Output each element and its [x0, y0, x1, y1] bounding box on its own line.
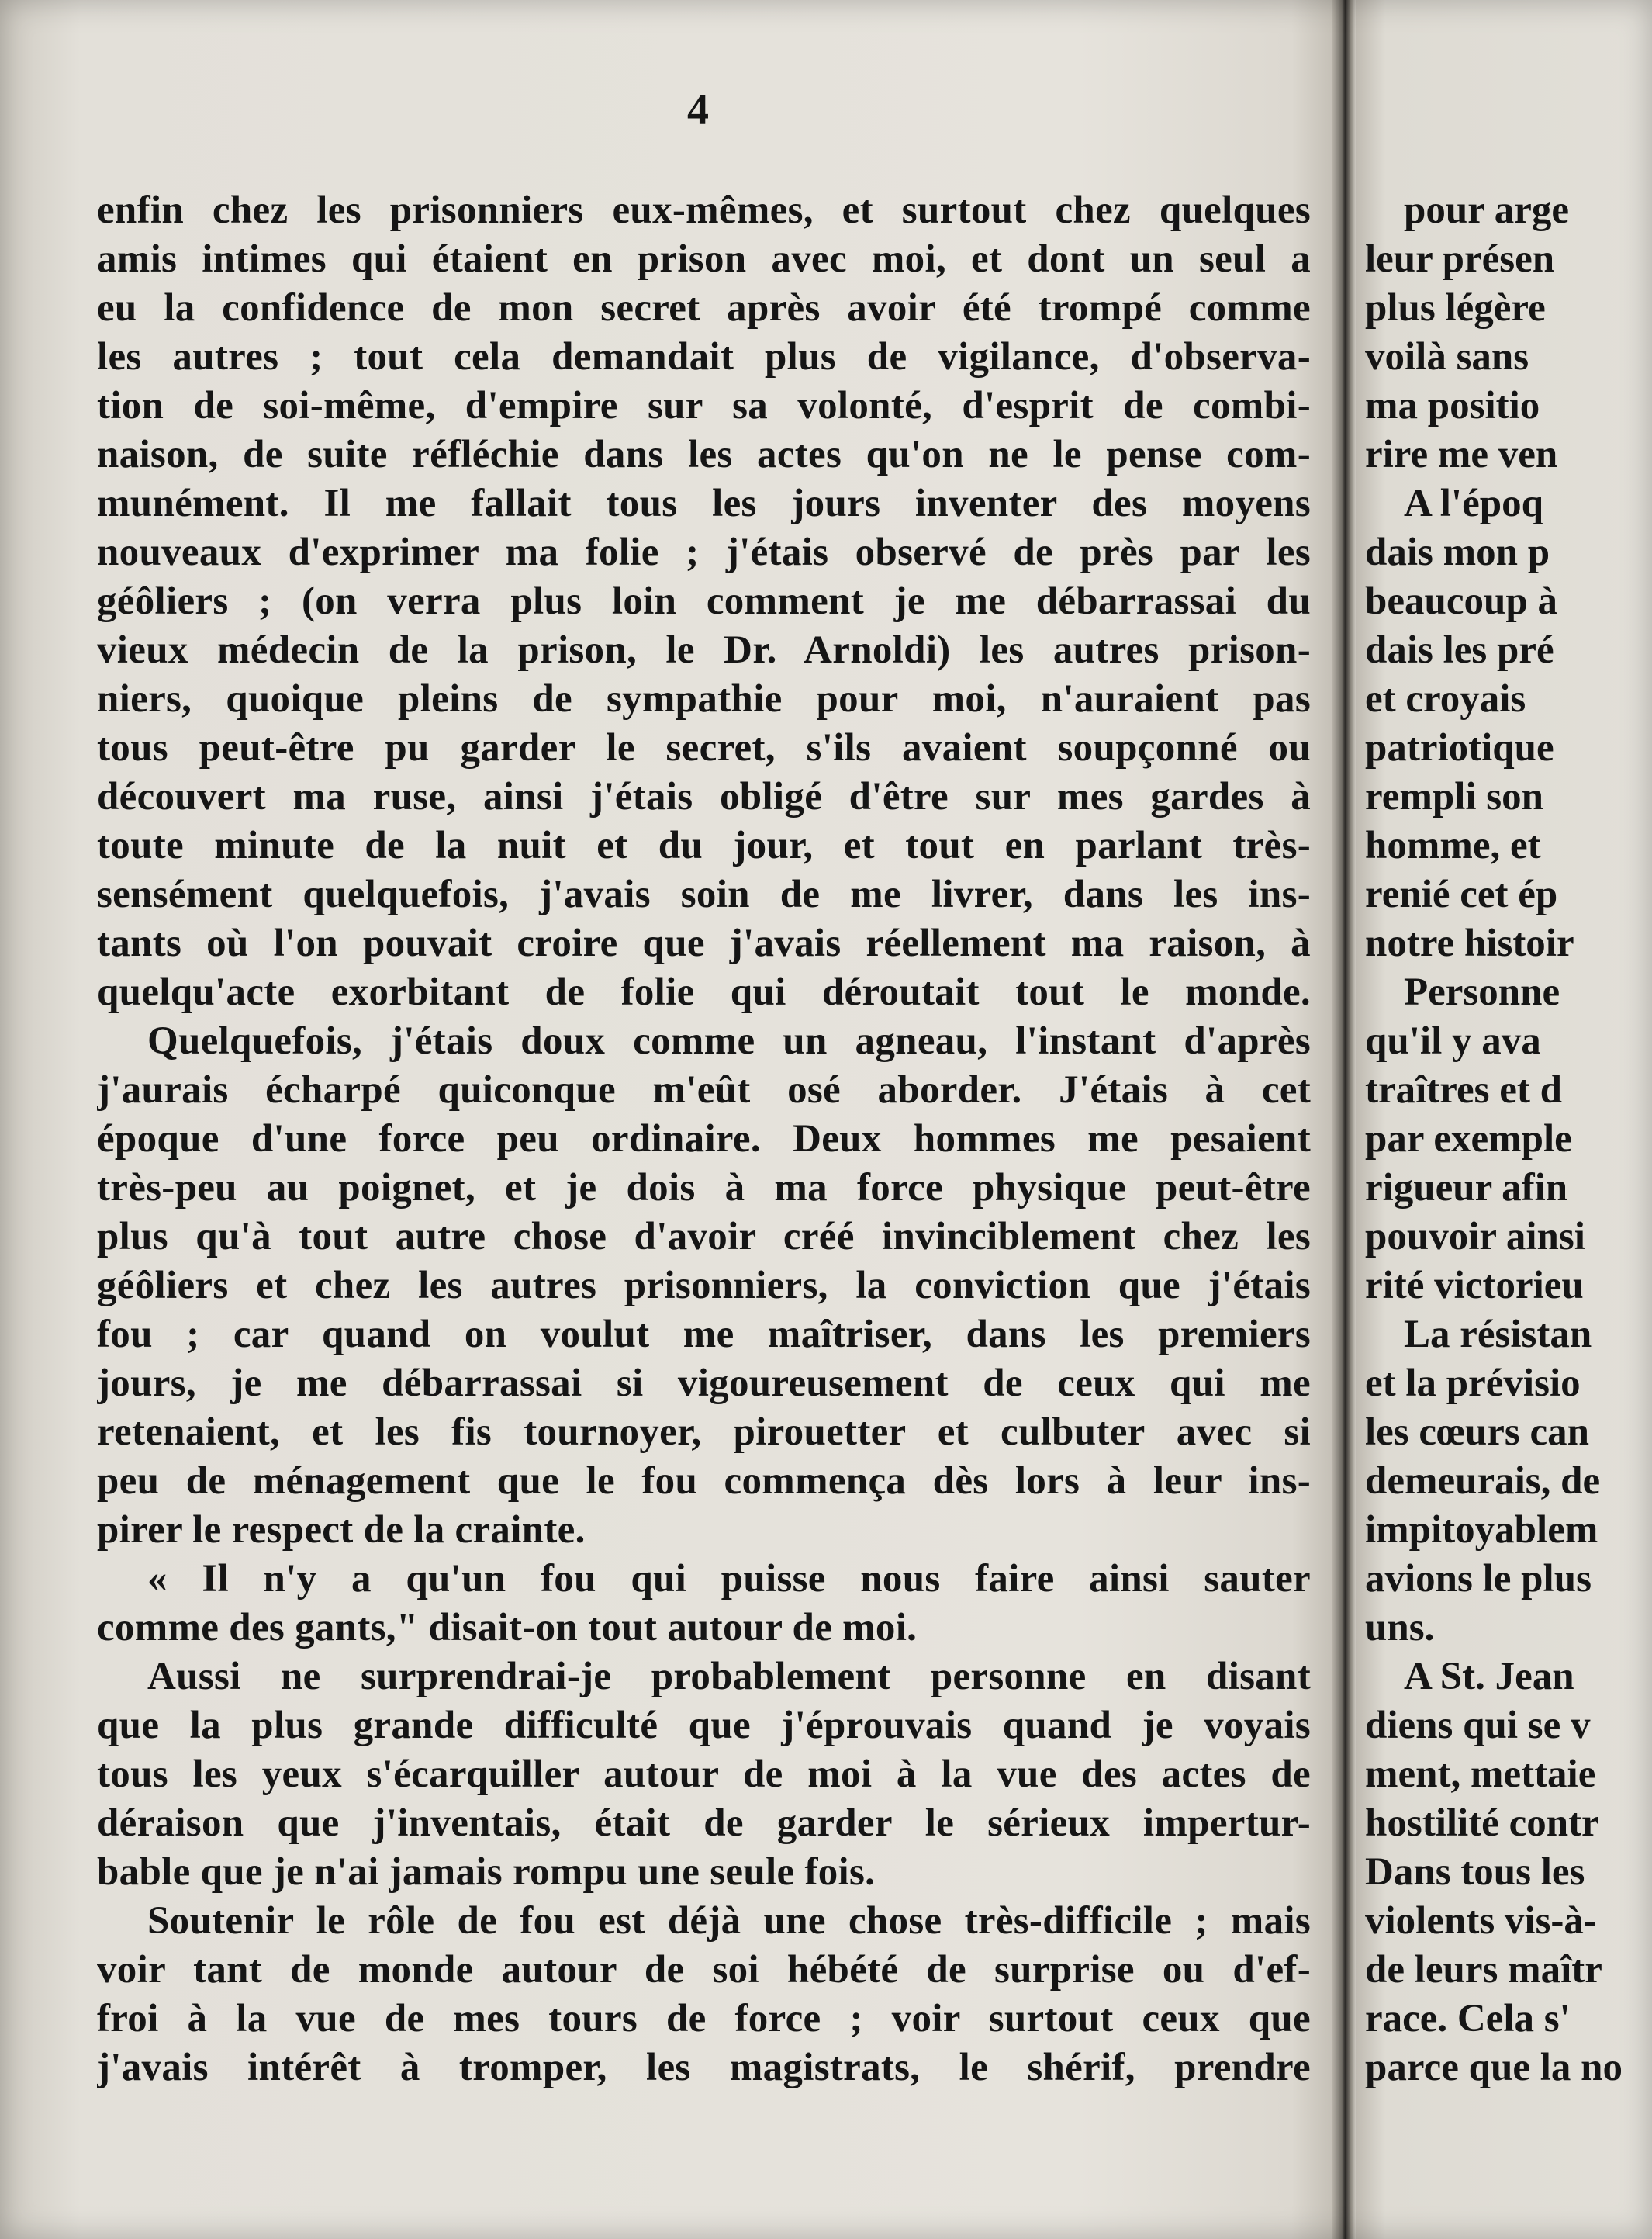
right-text-line: qu'il y ava	[1365, 1019, 1541, 1063]
left-text-line: géôliers ; (on verra plus loin comment je me débarrassai du	[97, 580, 1311, 623]
left-text-line: tous les yeux s'écarquiller autour de moi à la vue des actes de	[97, 1753, 1311, 1796]
left-text-line: sensément quelquefois, j'avais soin de me livrer, dans les ins-	[97, 873, 1311, 916]
left-text-line: munément. Il me fallait tous les jours inventer des moyens	[97, 482, 1311, 525]
right-text-line: Personne	[1404, 971, 1560, 1014]
right-text-line: pour arge	[1404, 189, 1569, 232]
left-text-line: tous peut-être pu garder le secret, s'ils avaient soupçonné ou	[97, 726, 1311, 770]
right-text-line: impitoyablem	[1365, 1508, 1598, 1552]
right-text-line: A l'époq	[1404, 482, 1543, 525]
left-text-line: très-peu au poignet, et je dois à ma force physique peut-être	[97, 1166, 1311, 1209]
right-page-text	[1365, 186, 1652, 2092]
right-text-line: patriotique	[1365, 726, 1554, 770]
page-number: 4	[687, 86, 709, 134]
left-text-line: amis intimes qui étaient en prison avec moi, et dont un seul a	[97, 237, 1311, 281]
left-text-line: comme des gants," disait-on tout autour de moi.	[97, 1606, 918, 1649]
left-page-text	[97, 186, 1311, 2092]
left-text-line: froi à la vue de mes tours de force ; voir surtout ceux que	[97, 1997, 1311, 2040]
left-text-line: Soutenir le rôle de fou est déjà une chose très-difficile ; mais	[147, 1899, 1311, 1943]
left-text-line: époque d'une force peu ordinaire. Deux hommes me pesaient	[97, 1117, 1311, 1161]
left-text-line: découvert ma ruse, ainsi j'étais obligé d'être sur mes gardes à	[97, 775, 1311, 818]
left-text-line: Aussi ne surprendrai-je probablement personne en disant	[147, 1655, 1311, 1698]
left-text-line: quelqu'acte exorbitant de folie qui déroutait tout le monde.	[97, 971, 1311, 1014]
right-text-line: beaucoup à	[1365, 580, 1557, 623]
left-text-line: tion de soi-même, d'empire sur sa volonté, d'esprit de combi-	[97, 384, 1311, 427]
right-text-line: ment, mettaie	[1365, 1753, 1596, 1796]
left-text-line: toute minute de la nuit et du jour, et tout en parlant très-	[97, 824, 1311, 867]
right-text-line: voilà sans	[1365, 335, 1529, 379]
left-text-line: retenaient, et les fis tournoyer, pirouetter et culbuter avec si	[97, 1410, 1311, 1454]
right-text-line: violents vis-à-	[1365, 1899, 1597, 1943]
left-text-line: vieux médecin de la prison, le Dr. Arnoldi) les autres prison-	[97, 628, 1311, 672]
left-text-line: tants où l'on pouvait croire que j'avais réellement ma raison, à	[97, 922, 1311, 965]
right-text-line: les cœurs can	[1365, 1410, 1589, 1454]
right-text-line: de leurs maîtr	[1365, 1948, 1602, 1992]
right-text-line: A St. Jean	[1404, 1655, 1574, 1698]
right-text-line: Dans tous les	[1365, 1850, 1585, 1894]
left-text-line: jours, je me débarrassai si vigoureusement de ceux qui me	[97, 1362, 1311, 1405]
left-text-line: voir tant de monde autour de soi hébété de surprise ou d'ef-	[97, 1948, 1311, 1992]
right-text-line: par exemple	[1365, 1117, 1572, 1161]
right-text-line: rité victorieu	[1365, 1264, 1584, 1307]
left-text-line: les autres ; tout cela demandait plus de vigilance, d'observa-	[97, 335, 1311, 379]
left-text-line: Quelquefois, j'étais doux comme un agneau, l'instant d'après	[147, 1019, 1311, 1063]
right-text-line: parce que la no	[1365, 2046, 1623, 2089]
left-text-line: plus qu'à tout autre chose d'avoir créé invinciblement chez les	[97, 1215, 1311, 1258]
left-text-line: pirer le respect de la crainte.	[97, 1508, 586, 1552]
right-text-line: rempli son	[1365, 775, 1543, 818]
right-text-line: demeurais, de	[1365, 1459, 1601, 1503]
right-text-line: homme, et	[1365, 824, 1541, 867]
left-text-line: j'aurais écharpé quiconque m'eût osé aborder. J'étais à cet	[97, 1068, 1311, 1112]
right-text-line: traîtres et d	[1365, 1068, 1562, 1112]
right-text-line: renié cet ép	[1365, 873, 1558, 916]
right-text-line: et croyais	[1365, 677, 1526, 721]
left-text-line: bable que je n'ai jamais rompu une seule fois.	[97, 1850, 876, 1894]
right-text-line: avions le plus	[1365, 1557, 1592, 1601]
right-text-line: rire me ven	[1365, 433, 1558, 476]
right-text-line: hostilité contr	[1365, 1801, 1599, 1845]
left-text-line: que la plus grande difficulté que j'éprouvais quand je voyais	[97, 1704, 1311, 1747]
right-text-line: dais les pré	[1365, 628, 1554, 672]
right-text-line: race. Cela s'	[1365, 1997, 1571, 2040]
right-text-line: pouvoir ainsi	[1365, 1215, 1585, 1258]
left-text-line: déraison que j'inventais, était de garder le sérieux impertur-	[97, 1801, 1311, 1845]
left-text-line: j'avais intérêt à tromper, les magistrats, le shérif, prendre	[97, 2046, 1311, 2089]
right-text-line: plus légère	[1365, 286, 1546, 330]
right-text-line: ma positio	[1365, 384, 1540, 427]
right-text-line: notre histoir	[1365, 922, 1574, 965]
right-text-line: rigueur afin	[1365, 1166, 1568, 1209]
book-gutter	[1332, 0, 1356, 2239]
left-text-line: peu de ménagement que le fou commença dès lors à leur ins-	[97, 1459, 1311, 1503]
right-text-line: et la prévisio	[1365, 1362, 1581, 1405]
left-text-line: niers, quoique pleins de sympathie pour moi, n'auraient pas	[97, 677, 1311, 721]
right-text-line: uns.	[1365, 1606, 1435, 1649]
left-text-line: « Il n'y a qu'un fou qui puisse nous faire ainsi sauter	[147, 1557, 1311, 1601]
right-text-line: La résistan	[1404, 1313, 1592, 1356]
left-text-line: naison, de suite réfléchie dans les actes qu'on ne le pense com-	[97, 433, 1311, 476]
left-text-line: eu la confidence de mon secret après avoir été trompé comme	[97, 286, 1311, 330]
left-text-line: enfin chez les prisonniers eux-mêmes, et surtout chez quelques	[97, 189, 1311, 232]
left-text-line: fou ; car quand on voulut me maîtriser, dans les premiers	[97, 1313, 1311, 1356]
right-text-line: dais mon p	[1365, 531, 1550, 574]
left-text-line: nouveaux d'exprimer ma folie ; j'étais observé de près par les	[97, 531, 1311, 574]
right-text-line: leur présen	[1365, 237, 1555, 281]
right-text-line: diens qui se v	[1365, 1704, 1591, 1747]
left-text-line: géôliers et chez les autres prisonniers, la conviction que j'étais	[97, 1264, 1311, 1307]
